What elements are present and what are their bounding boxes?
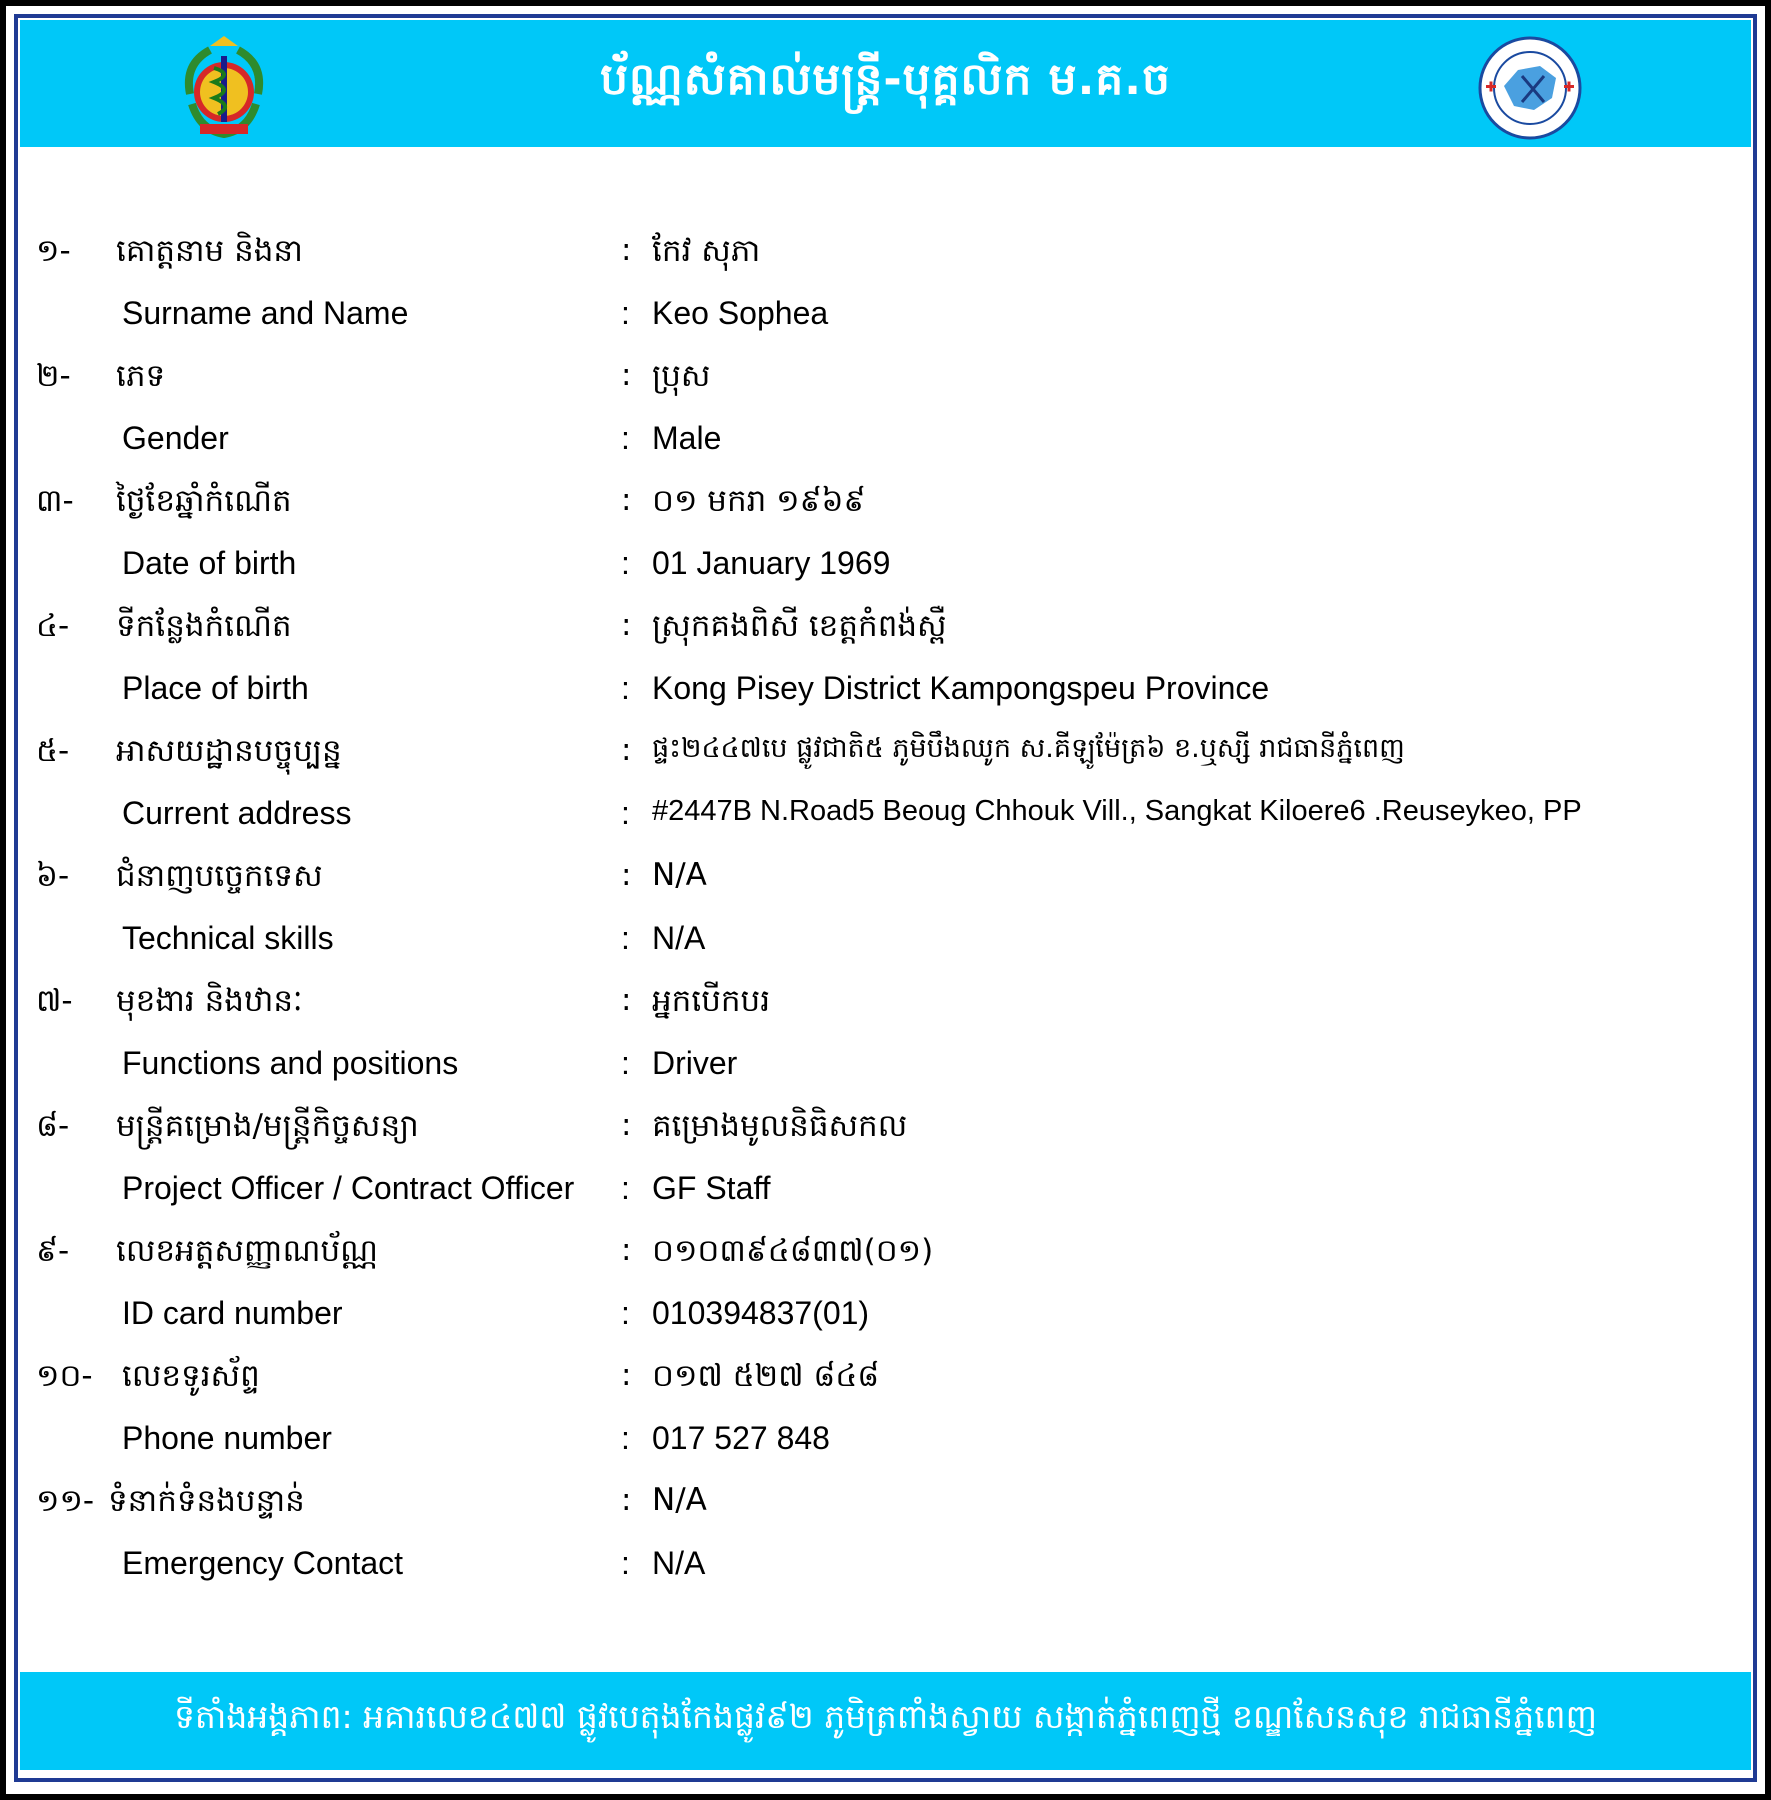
header-banner	[20, 20, 1751, 147]
colon: :	[621, 794, 630, 831]
footer-banner	[20, 1672, 1751, 1770]
colon: :	[621, 1232, 632, 1268]
card-title: ប័ណ្ណសំគាល់មន្រ្តី-បុគ្គលិក ម.គ.ច	[600, 53, 1171, 105]
field-value-km: ០១៧ ៥២៧ ៨៤៨	[652, 1358, 880, 1394]
field-value-en: Kong Pisey District Kampongspeu Province	[652, 669, 1270, 706]
field-label-km: មុខងារ និងឋានៈ	[116, 983, 303, 1019]
field-label-km: អាសយដ្ឋានបច្ចុប្បន្ន	[116, 733, 342, 769]
field-value-km: ផ្ទះ២៤៤៧បេ ផ្លូវជាតិ៥ ភូមិបឹងឈូក ស.គីឡូម៉ែត្រ៦ ខ.ឬស្សី រាជធានីភ្នំពេញ	[652, 733, 1405, 764]
colon: :	[621, 419, 630, 456]
colon: :	[621, 1294, 630, 1331]
field-label-en: Technical skills	[122, 919, 334, 956]
colon: :	[621, 1107, 632, 1143]
row-id-card-en	[36, 1295, 1736, 1358]
row-id-card-km	[36, 1232, 1736, 1295]
row-gender-en	[36, 420, 1736, 483]
field-label-km: ទីកន្លែងកំណើត	[116, 608, 292, 644]
row-number: ១-	[36, 233, 71, 269]
field-label-km: ថ្ងៃខែឆ្នាំកំណើត	[116, 483, 292, 519]
colon: :	[621, 1544, 630, 1581]
row-number: ១១-	[36, 1483, 95, 1519]
row-gender-km	[36, 357, 1736, 420]
field-label-km: លេខអត្តសញ្ញាណប័ណ្ណ	[116, 1233, 379, 1269]
row-number: ៣-	[36, 483, 74, 519]
field-value-en: 01 January 1969	[652, 544, 891, 581]
field-label-en: Functions and positions	[122, 1044, 459, 1081]
row-number: ៧-	[36, 983, 73, 1019]
colon: :	[621, 1357, 632, 1393]
colon: :	[621, 732, 632, 768]
field-value-en: N/A	[652, 919, 706, 956]
field-value-km: គម្រោងមូលនិធិសកល	[652, 1108, 908, 1144]
field-label-en: Gender	[122, 419, 229, 456]
colon: :	[621, 857, 632, 893]
colon: :	[621, 357, 632, 393]
row-emergency-en	[36, 1545, 1736, 1608]
row-skills-km	[36, 857, 1736, 920]
row-number: ៨-	[36, 1108, 70, 1144]
field-value-en: Male	[652, 419, 722, 456]
row-birthplace-en	[36, 670, 1736, 733]
colon: :	[621, 482, 632, 518]
field-value-km: ប្រុស	[652, 358, 711, 394]
row-number: ៩-	[36, 1233, 70, 1269]
field-value-km: N/A	[652, 857, 707, 893]
field-label-en: Surname and Name	[122, 294, 409, 331]
row-number: ៦-	[36, 858, 70, 894]
field-value-km: N/A	[652, 1482, 707, 1518]
field-label-en: Place of birth	[122, 669, 309, 706]
colon: :	[621, 669, 630, 706]
field-label-km: ទំនាក់ទំនងបន្ទាន់	[108, 1483, 305, 1519]
field-label-en: ID card number	[122, 1294, 343, 1331]
colon: :	[621, 607, 632, 643]
row-position-km	[36, 982, 1736, 1045]
row-skills-en	[36, 920, 1736, 983]
field-value-en: 010394837(01)	[652, 1294, 870, 1331]
field-value-km: អ្នកបើកបរ	[652, 983, 771, 1019]
field-label-km: ភេទ	[116, 358, 166, 394]
field-value-km: ០១០៣៩៤៨៣៧(០១)	[652, 1233, 934, 1269]
row-address-en	[36, 795, 1736, 858]
row-dob-en	[36, 545, 1736, 608]
row-name-en	[36, 295, 1736, 358]
field-value-en: 017 527 848	[652, 1419, 830, 1456]
unit-location-text: ទីតាំងអង្គភាព: អគារលេខ៤៧៧ ផ្លូវបេតុងកែងផ្លូវ៩២ ភូមិត្រពាំងស្វាយ សង្កាត់ភ្នំពេញថ្មី ខណ្ឌសែនសុខ រាជធានីភ្នំពេញ	[173, 1697, 1598, 1736]
colon: :	[621, 1169, 630, 1206]
colon: :	[621, 1419, 630, 1456]
row-address-km	[36, 732, 1736, 795]
field-value-en: Keo Sophea	[652, 294, 829, 331]
cnm-seal-icon	[1478, 36, 1582, 140]
row-officer-type-km	[36, 1107, 1736, 1170]
row-phone-en	[36, 1420, 1736, 1483]
colon: :	[621, 1482, 632, 1518]
row-dob-km	[36, 482, 1736, 545]
field-value-en: N/A	[652, 1544, 706, 1581]
colon: :	[621, 982, 632, 1018]
field-label-km: លេខទូរស័ព្ទ	[122, 1358, 260, 1394]
field-label-km: មន្រ្តីគម្រោង/មន្រ្តីកិច្ចសន្យា	[116, 1108, 419, 1144]
colon: :	[621, 1044, 630, 1081]
card-details	[36, 232, 1736, 1607]
row-number: ៥-	[36, 733, 70, 769]
field-label-en: Project Officer / Contract Officer	[122, 1169, 575, 1206]
colon: :	[621, 919, 630, 956]
field-value-en: #2447B N.Road5 Beoug Chhouk Vill., Sangkat Kiloere6 .Reuseykeo, PP	[652, 794, 1582, 827]
field-label-en: Phone number	[122, 1419, 332, 1456]
colon: :	[621, 544, 630, 581]
field-value-en: Driver	[652, 1044, 738, 1081]
row-officer-type-en	[36, 1170, 1736, 1233]
row-phone-km	[36, 1357, 1736, 1420]
field-value-km: កែវ សុភា	[652, 233, 761, 269]
row-birthplace-km	[36, 607, 1736, 670]
field-value-en: GF Staff	[652, 1169, 771, 1206]
field-label-en: Emergency Contact	[122, 1544, 404, 1581]
row-emergency-km	[36, 1482, 1736, 1545]
field-label-km: គោត្តនាម និងនា	[116, 233, 303, 269]
row-number: ១០-	[36, 1358, 93, 1394]
field-value-km: ស្រុកគងពិសី ខេត្តកំពង់ស្ពឺ	[652, 608, 947, 644]
colon: :	[621, 232, 632, 268]
field-label-km: ជំនាញបច្ចេកទេស	[116, 858, 323, 894]
field-label-en: Date of birth	[122, 544, 297, 581]
field-value-km: ០១ មករា ១៩៦៩	[652, 483, 866, 519]
row-number: ២-	[36, 358, 71, 394]
row-number: ៤-	[36, 608, 70, 644]
field-label-en: Current address	[122, 794, 352, 831]
row-position-en	[36, 1045, 1736, 1108]
row-name-km	[36, 232, 1736, 295]
colon: :	[621, 294, 630, 331]
